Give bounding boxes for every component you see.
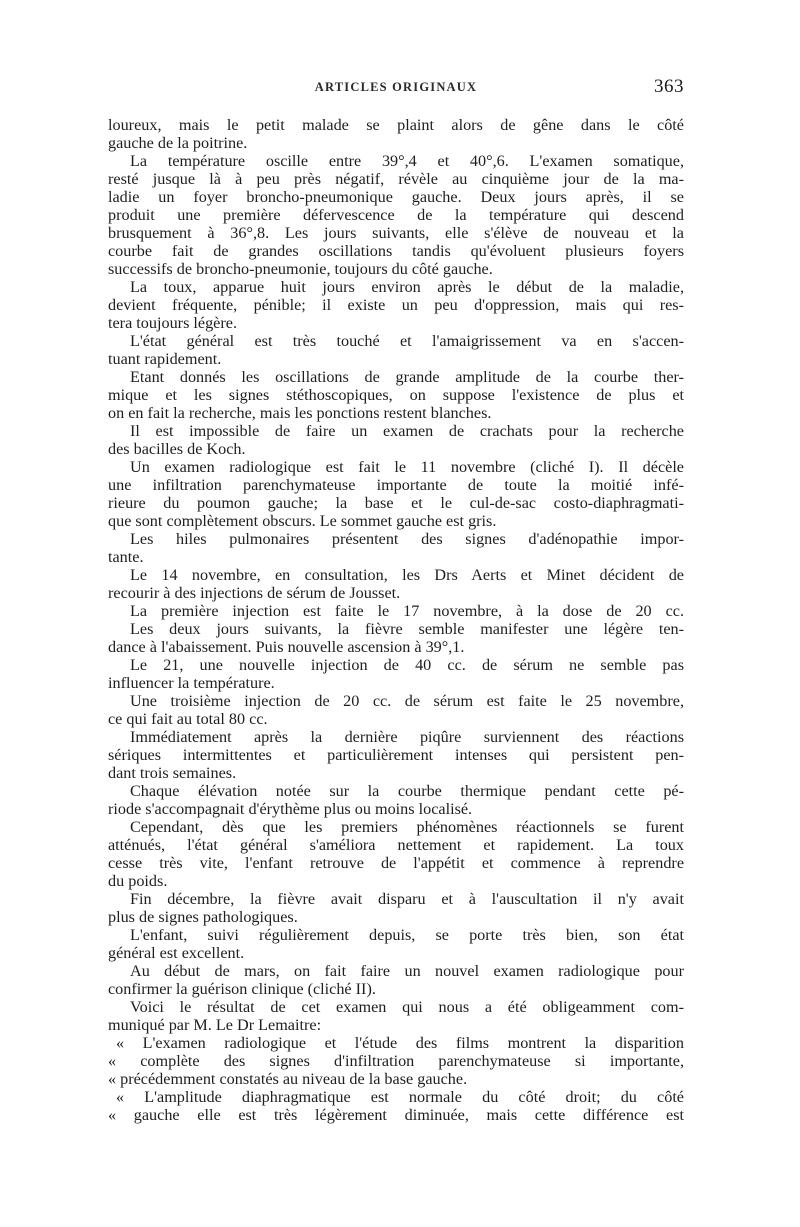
text-line: Cependant, dès que les premiers phénomènes réactionnels se furent — [130, 818, 684, 836]
text-line: tante. — [108, 548, 144, 566]
text-line: rieure du poumon gauche; la base et le cul-de-sac costo-diaphragmati- — [108, 494, 684, 512]
text-line: Immédiatement après la dernière piqûre surviennent des réactions — [130, 728, 684, 746]
quote-line: « gauche elle est très légèrement diminuée, mais cette différence est — [108, 1106, 684, 1124]
text-line: Fin décembre, la fièvre avait disparu et à l'auscultation il n'y avait — [130, 890, 684, 908]
text-line: L'enfant, suivi régulièrement depuis, se porte très bien, son état — [130, 926, 684, 944]
text-line: gauche de la poitrine. — [108, 134, 248, 152]
text-line: une infiltration parenchymateuse importante de toute la moitié infé- — [108, 476, 684, 494]
text-line: Les deux jours suivants, la fièvre semble manifester une légère ten- — [130, 620, 684, 638]
text-line: cesse très vite, l'enfant retrouve de l'appétit et commence à reprendre — [108, 854, 684, 872]
quote-line: « L'examen radiologique et l'étude des films montrent la disparition — [116, 1034, 684, 1052]
text-line: Le 21, une nouvelle injection de 40 cc. de sérum ne semble pas — [130, 656, 684, 674]
text-line: courbe fait de grandes oscillations tandis qu'évoluent plusieurs foyers — [108, 242, 684, 260]
text-line: resté jusque là à peu près négatif, révèle au cinquième jour de la ma- — [108, 170, 684, 188]
text-line: tuant rapidement. — [108, 350, 222, 368]
text-line: La température oscille entre 39°,4 et 40°,6. L'examen somatique, — [130, 152, 684, 170]
quote-line: « précédemment constatés au niveau de la base gauche. — [108, 1070, 468, 1088]
text-line: Le 14 novembre, en consultation, les Drs Aerts et Minet décident de — [130, 566, 684, 584]
text-line: Un examen radiologique est fait le 11 novembre (cliché I). Il décèle — [130, 458, 684, 476]
article-body — [108, 116, 684, 1124]
text-line: successifs de broncho-pneumonie, toujours du côté gauche. — [108, 260, 493, 278]
quote-line: « complète des signes d'infiltration parenchymateuse si importante, — [108, 1052, 684, 1070]
text-line: recourir à des injections de sérum de Jousset. — [108, 584, 401, 602]
page-number: 363 — [654, 76, 684, 97]
text-line: La première injection est faite le 17 novembre, à la dose de 20 cc. — [130, 602, 684, 620]
text-line: Etant donnés les oscillations de grande amplitude de la courbe ther- — [130, 368, 684, 386]
text-line: riode s'accompagnait d'érythème plus ou moins localisé. — [108, 800, 473, 818]
text-line: du poids. — [108, 872, 168, 890]
text-line: influencer la température. — [108, 674, 275, 692]
text-line: Une troisième injection de 20 cc. de sérum est faite le 25 novembre, — [130, 692, 684, 710]
text-line: Voici le résultat de cet examen qui nous a été obligeamment com- — [130, 998, 684, 1016]
quote-line: « L'amplitude diaphragmatique est normale du côté droit; du côté — [116, 1088, 684, 1106]
text-line: Il est impossible de faire un examen de crachats pour la recherche — [130, 422, 684, 440]
text-line: La toux, apparue huit jours environ après le début de la maladie, — [130, 278, 684, 296]
text-line: dance à l'abaissement. Puis nouvelle ascension à 39°,1. — [108, 638, 465, 656]
text-line: que sont complètement obscurs. Le sommet gauche est gris. — [108, 512, 497, 530]
running-title: ARTICLES ORIGINAUX — [314, 80, 478, 94]
text-line: produit une première défervescence de la température qui descend — [108, 206, 684, 224]
text-line: atténués, l'état général s'améliora nettement et rapidement. La toux — [108, 836, 684, 854]
text-line: L'état général est très touché et l'amaigrissement va en s'accen- — [130, 332, 684, 350]
text-line: sériques intermittentes et particulièrement intenses qui persistent pen- — [108, 746, 684, 764]
text-line: plus de signes pathologiques. — [108, 908, 298, 926]
text-line: ce qui fait au total 80 cc. — [108, 710, 268, 728]
text-line: brusquement à 36°,8. Les jours suivants, elle s'élève de nouveau et la — [108, 224, 684, 242]
text-line: ladie un foyer broncho-pneumonique gauche. Deux jours après, il se — [108, 188, 684, 206]
text-line: Chaque élévation notée sur la courbe thermique pendant cette pé- — [130, 782, 684, 800]
text-line: loureux, mais le petit malade se plaint alors de gêne dans le côté — [108, 116, 684, 134]
text-line: muniqué par M. Le Dr Lemaitre: — [108, 1016, 322, 1034]
text-line: Au début de mars, on fait faire un nouvel examen radiologique pour — [130, 962, 684, 980]
text-line: des bacilles de Koch. — [108, 440, 246, 458]
text-line: général est excellent. — [108, 944, 245, 962]
text-line: on en fait la recherche, mais les ponctions restent blanches. — [108, 404, 492, 422]
text-line: dant trois semaines. — [108, 764, 237, 782]
running-head — [108, 76, 684, 100]
text-line: devient fréquente, pénible; il existe un peu d'oppression, mais qui res- — [108, 296, 684, 314]
text-line: Les hiles pulmonaires présentent des signes d'adénopathie impor- — [130, 530, 684, 548]
text-line: confirmer la guérison clinique (cliché II). — [108, 980, 376, 998]
text-line: mique et les signes stéthoscopiques, on suppose l'existence de plus et — [108, 386, 684, 404]
text-line: tera toujours légère. — [108, 314, 237, 332]
